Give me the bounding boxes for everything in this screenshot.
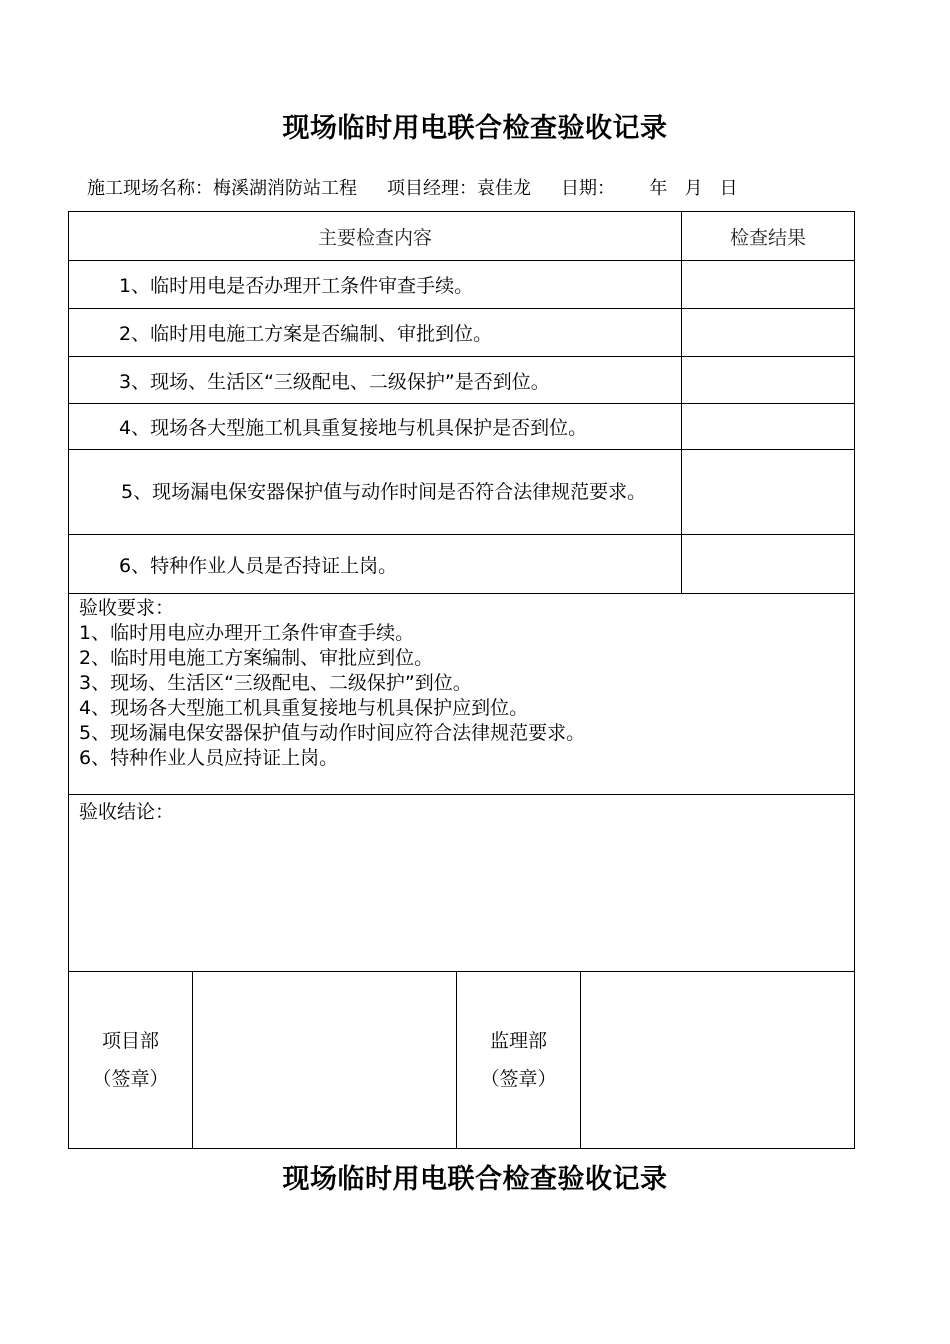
- result-cell-4[interactable]: [682, 404, 855, 450]
- conclusion-heading: 验收结论：: [79, 801, 175, 823]
- project-manager: 项目经理：袁佳龙: [387, 178, 531, 199]
- header-result: 检查结果: [682, 212, 855, 261]
- requirement-line: 6、特种作业人员应持证上岗。: [79, 747, 339, 769]
- requirement-line: 2、临时用电施工方案编制、审批应到位。: [79, 647, 434, 669]
- conclusion-cell[interactable]: [69, 795, 855, 972]
- inspection-table: [68, 211, 855, 1149]
- footer-title: 现场临时用电联合检查验收记录: [282, 1164, 668, 1195]
- requirement-line: 3、现场、生活区“三级配电、二级保护”到位。: [79, 672, 472, 694]
- header-content: 主要检查内容: [69, 212, 682, 261]
- table-row: [69, 450, 855, 535]
- table-row: [69, 357, 855, 404]
- project-dept-signature-cell[interactable]: [193, 972, 457, 1149]
- table-row: [69, 404, 855, 450]
- site-name: 施工现场名称：梅溪湖消防站工程: [87, 178, 357, 199]
- table-row: [69, 261, 855, 309]
- table-row: [69, 535, 855, 594]
- requirements-heading: 验收要求：: [79, 597, 175, 619]
- date-field: 日期： 年 月 日: [561, 178, 738, 199]
- signature-row: [69, 972, 855, 1149]
- result-cell-3[interactable]: [682, 357, 855, 404]
- check-item-5: 5、现场漏电保安器保护值与动作时间是否符合法律规范要求。: [69, 450, 682, 535]
- check-item-2: 2、临时用电施工方案是否编制、审批到位。: [69, 309, 682, 357]
- result-cell-6[interactable]: [682, 535, 855, 594]
- check-item-4: 4、现场各大型施工机具重复接地与机具保护是否到位。: [69, 404, 682, 450]
- check-item-3: 3、现场、生活区“三级配电、二级保护”是否到位。: [69, 357, 682, 404]
- result-cell-1[interactable]: [682, 261, 855, 309]
- requirements-row: [69, 594, 855, 795]
- supervision-dept-seal: （签章）: [480, 1068, 557, 1090]
- requirement-line: 1、临时用电应办理开工条件审查手续。: [79, 622, 415, 644]
- check-item-6: 6、特种作业人员是否持证上岗。: [69, 535, 682, 594]
- requirement-line: 5、现场漏电保安器保护值与动作时间应符合法律规范要求。: [79, 722, 586, 744]
- supervision-dept-signature-cell[interactable]: [581, 972, 855, 1149]
- project-dept-seal: （签章）: [92, 1068, 169, 1090]
- table-header-row: [69, 212, 855, 261]
- requirements-cell: [69, 594, 855, 795]
- project-dept-label: [69, 972, 193, 1149]
- supervision-dept-name: 监理部: [489, 1030, 547, 1052]
- result-cell-5[interactable]: [682, 450, 855, 535]
- supervision-dept-label: [457, 972, 581, 1149]
- header-info: [87, 174, 738, 200]
- requirement-line: 4、现场各大型施工机具重复接地与机具保护应到位。: [79, 697, 529, 719]
- conclusion-row: [69, 795, 855, 972]
- check-item-1: 1、临时用电是否办理开工条件审查手续。: [69, 261, 682, 309]
- document-title: 现场临时用电联合检查验收记录: [282, 113, 668, 144]
- result-cell-2[interactable]: [682, 309, 855, 357]
- project-dept-name: 项目部: [101, 1030, 159, 1052]
- table-row: [69, 309, 855, 357]
